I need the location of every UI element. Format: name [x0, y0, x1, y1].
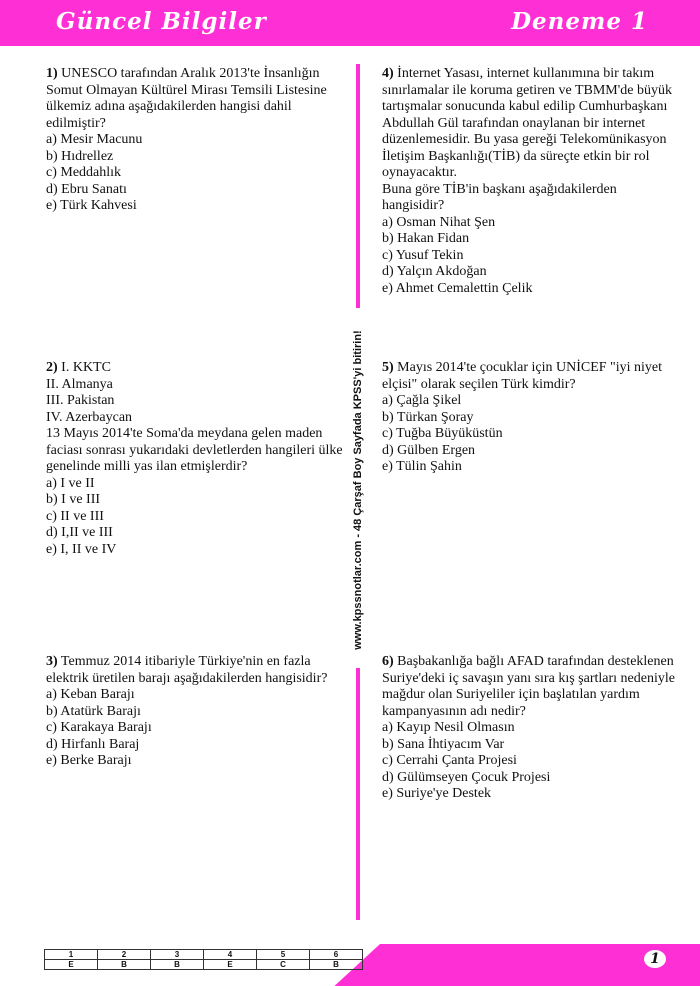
answer-key-number: 5 — [257, 950, 310, 960]
option-e: e) Türk Kahvesi — [46, 198, 137, 213]
vertical-site-text: www.kpssnotlar.com - 48 Çarşaf Boy Sayfada KPSS'yi bitirin! — [352, 330, 364, 650]
option-b: b) Atatürk Barajı — [46, 703, 141, 719]
option-b: b) Hakan Fidan — [382, 231, 470, 246]
option-c: c) Yusuf Tekin — [382, 247, 464, 263]
option-c: c) Karakaya Barajı — [46, 720, 152, 735]
exam-title: Deneme 1 — [511, 8, 648, 35]
column-divider-bottom — [356, 668, 360, 920]
option-list — [382, 393, 682, 476]
question-1 — [46, 66, 346, 215]
answer-key-number: 2 — [98, 950, 151, 960]
option-list — [46, 476, 346, 559]
answer-key-number: 6 — [310, 950, 363, 960]
option-d: d) Gülben Ergen — [382, 442, 476, 458]
question-stem — [46, 66, 346, 132]
answer-key-answers-row — [45, 960, 363, 970]
option-b: b) I ve III — [46, 492, 101, 507]
header-title: Güncel Bilgiler — [56, 8, 267, 35]
option-list — [382, 215, 682, 298]
option-e: e) Ahmet Cemalettin Çelik — [382, 280, 533, 296]
question-text: Başbakanlığa bağlı AFAD tarafından desteklenen Suriye'deki iç savaşın yanı sıra kış şartları nedeniyle mağdur olan Suriyeliler için başlatılan yardım kampanyasının adı nedir? — [382, 654, 675, 719]
question-5 — [382, 360, 682, 476]
answer-key-answer: B — [310, 960, 363, 970]
question-number: 5) — [382, 360, 394, 375]
question-6 — [382, 654, 682, 803]
option-a: a) Mesir Macunu — [46, 132, 143, 147]
question-stem — [382, 66, 682, 182]
answer-key-answer: B — [151, 960, 204, 970]
option-c: c) Meddahlık — [46, 165, 122, 180]
option-d: d) Yalçın Akdoğan — [382, 264, 487, 279]
option-list — [46, 687, 346, 770]
stem-line: IV. Azerbaycan — [46, 409, 133, 425]
option-list — [46, 132, 346, 215]
answer-key-number: 3 — [151, 950, 204, 960]
option-a: a) Keban Barajı — [46, 687, 135, 702]
question-stem — [46, 360, 346, 377]
stem-line: Buna göre TİB'in başkanı aşağıdakilerden hangisidir? — [382, 181, 617, 213]
question-text: I. KKTC — [57, 360, 111, 375]
option-e: e) I, II ve IV — [46, 541, 117, 557]
stem-line: III. Pakistan — [46, 393, 115, 408]
question-number: 4) — [382, 66, 394, 81]
question-text: Mayıs 2014'te çocuklar için UNİCEF "iyi niyet elçisi" olarak seçilen Türk kimdir? — [382, 360, 663, 392]
answer-key-answer: E — [204, 960, 257, 970]
question-text: UNESCO tarafından Aralık 2013'te İnsanlığın Somut Olmayan Kültürel Mirası Temsili Listesine ülkemiz adına aşağıdakilerden hangisi dahil edilmiştir? — [46, 66, 327, 131]
option-c: c) II ve III — [46, 508, 104, 524]
header-bar — [0, 0, 700, 46]
question-3 — [46, 654, 346, 770]
option-list — [382, 720, 682, 803]
option-d: d) Gülümseyen Çocuk Projesi — [382, 769, 551, 785]
answer-key-number: 4 — [204, 950, 257, 960]
question-2 — [46, 360, 346, 558]
question-stem — [46, 654, 346, 687]
option-a: a) I ve II — [46, 475, 95, 491]
option-e: e) Tülin Şahin — [382, 459, 462, 474]
answer-key-table — [44, 949, 363, 970]
question-4 — [382, 66, 682, 297]
page-number: 1 — [644, 950, 666, 968]
option-e: e) Berke Barajı — [46, 753, 132, 768]
option-b: b) Türkan Şoray — [382, 409, 474, 425]
option-e: e) Suriye'ye Destek — [382, 786, 492, 801]
question-text: İnternet Yasası, internet kullanımına bir takım sınırlamalar ile koruma getiren ve TBMM'de büyük tartışmalar sonucunda kabul edilip Cumhurbaşkanı Abdullah Gül tarafından onaylanan bir internet düzenlemesidir. Bu yasa gereği Telekomünikasyon İletişim Başkanlığı(TİB) da süreçte etkin bir rol oynayacaktır. — [382, 66, 672, 180]
option-a: a) Osman Nihat Şen — [382, 214, 496, 230]
option-c: c) Cerrahi Çanta Projesi — [382, 753, 517, 768]
option-a: a) Çağla Şikel — [382, 393, 462, 408]
question-number: 6) — [382, 654, 394, 669]
question-stem — [382, 654, 682, 720]
answer-key-answer: E — [45, 960, 98, 970]
option-b: b) Hıdrellez — [46, 148, 114, 164]
answer-key-answer: B — [98, 960, 151, 970]
option-a: a) Kayıp Nesil Olmasın — [382, 720, 515, 735]
option-d: d) Ebru Sanatı — [46, 181, 127, 197]
answer-key-numbers-row — [45, 950, 363, 960]
option-b: b) Sana İhtiyacım Var — [382, 736, 505, 752]
stem-line: 13 Mayıs 2014'te Soma'da meydana gelen maden faciası sonrası yukarıdaki devletlerden hangileri ülke genelinde milli yas ilan etmişlerdir? — [46, 426, 343, 474]
question-number: 3) — [46, 654, 58, 669]
question-number: 1) — [46, 66, 58, 81]
option-d: d) I,II ve III — [46, 525, 113, 540]
question-stem — [382, 360, 682, 393]
option-d: d) Hirfanlı Baraj — [46, 736, 140, 752]
answer-key-number: 1 — [45, 950, 98, 960]
option-c: c) Tuğba Büyüküstün — [382, 426, 503, 441]
column-divider-top — [356, 64, 360, 308]
question-number: 2) — [46, 360, 58, 375]
stem-line: II. Almanya — [46, 376, 113, 392]
answer-key-answer: C — [257, 960, 310, 970]
question-text: Temmuz 2014 itibariyle Türkiye'nin en fazla elektrik üretilen barajı aşağıdakilerden hangisidir? — [46, 654, 328, 686]
